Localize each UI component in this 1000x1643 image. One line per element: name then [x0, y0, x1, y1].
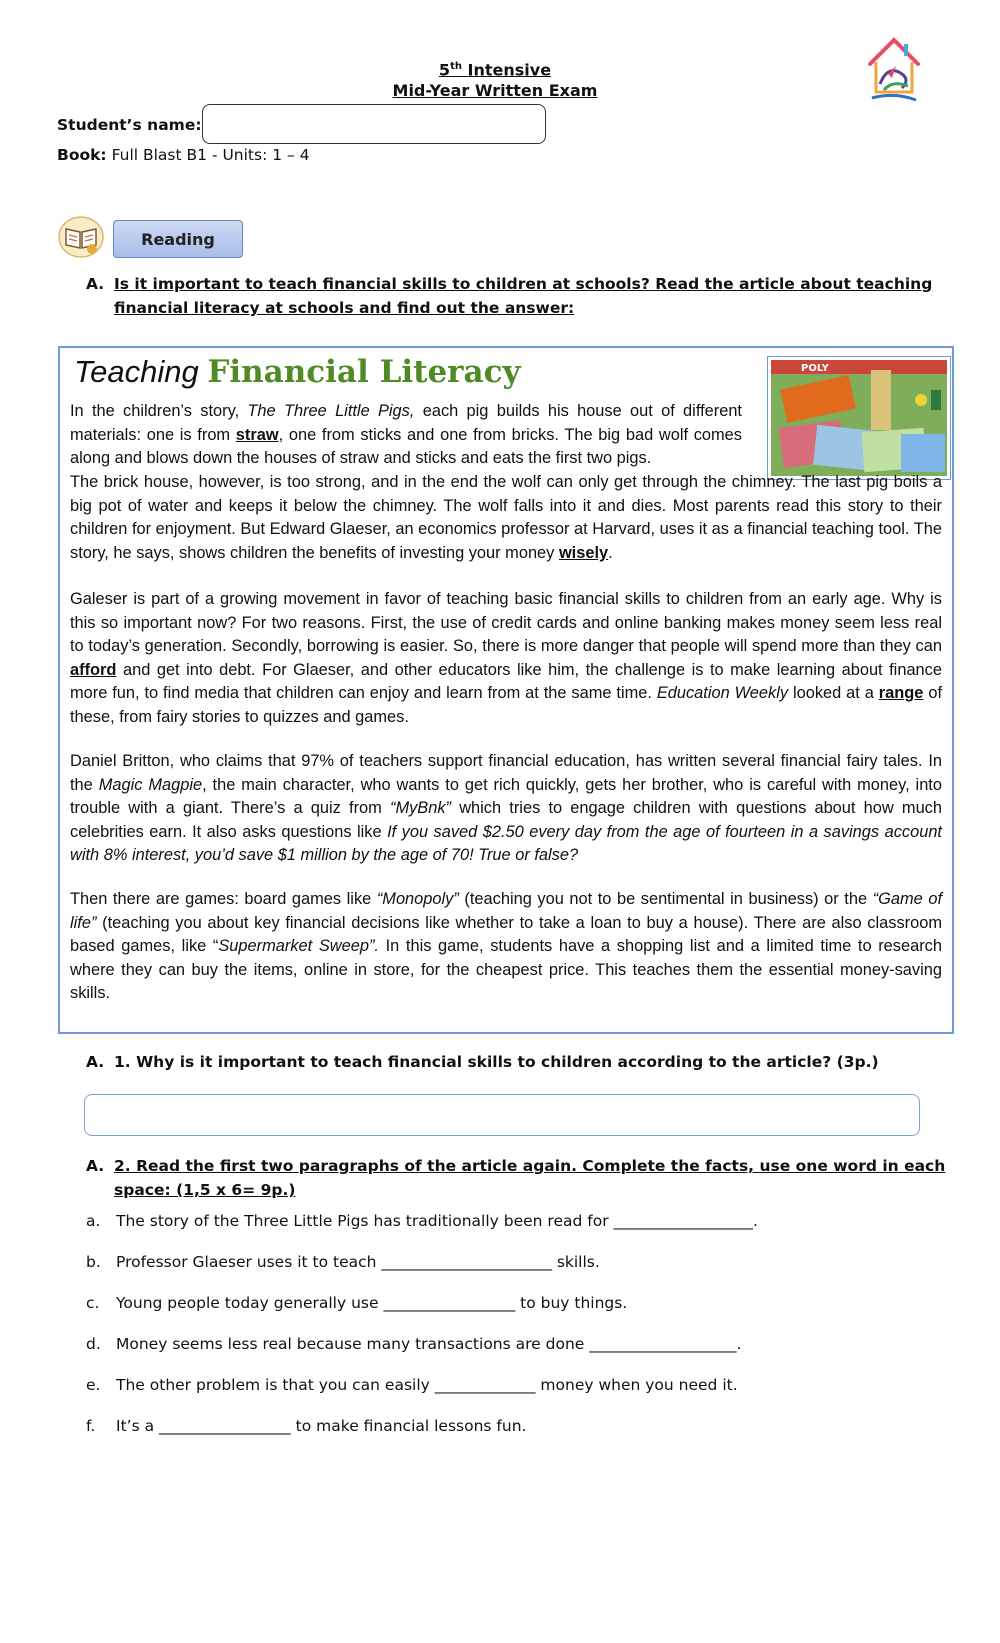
- monopoly-image: [767, 356, 951, 480]
- question-a2-text-1: 2. Read the first two paragraphs of the article again. Complete the facts, use one word in each: [114, 1157, 946, 1175]
- fill-in-item-e[interactable]: e. The other problem is that you can easily _____________ money when you need it.: [86, 1376, 738, 1394]
- student-name-label: Student’s name:: [57, 116, 202, 134]
- fill-in-item-b[interactable]: b. Professor Glaeser uses it to teach ______________________ skills.: [86, 1253, 600, 1271]
- question-a1: [86, 1050, 966, 1076]
- fill-in-item-f[interactable]: f. It’s a _________________ to make financial lessons fun.: [86, 1417, 527, 1435]
- question-a-text-2: financial literacy at schools and find out the answer:: [114, 299, 575, 317]
- school-logo-icon: [862, 34, 926, 106]
- question-a: [86, 272, 966, 322]
- fill-in-item-a[interactable]: a. The story of the Three Little Pigs has traditionally been read for __________________.: [86, 1212, 758, 1230]
- reading-section-button[interactable]: Reading: [113, 220, 243, 258]
- question-a1-letter: A.: [86, 1053, 105, 1071]
- exam-title: Mid-Year Written Exam: [392, 81, 598, 101]
- exam-header: [0, 56, 990, 101]
- article-paragraph-1-start: In the children’s story, The Three Little Pigs, each pig builds his house out of different materials: one is from straw, one from sticks and one from bricks. The big bad wolf comes along and blows down the houses of straw and sticks and eats the first two pigs.: [70, 402, 742, 468]
- question-a2-letter: A.: [86, 1157, 105, 1175]
- answer-a1-field[interactable]: [84, 1094, 920, 1136]
- student-name-field[interactable]: [202, 104, 546, 144]
- question-a1-text: 1. Why is it important to teach financial skills to children according to the article? (3p.): [114, 1053, 879, 1071]
- article-paragraph-1-end: The brick house, however, is too strong, and in the end the wolf can only get through the chimney. The last pig boils a big pot of water and keeps it below the chimney. The wolf falls into it and dies. Most parents read this story to their children for enjoyment. But Edward Glaeser, an economics professor at Harvard, uses it as a financial teaching tool. The story, he says, shows children the benefits of investing your money wisely.: [70, 473, 942, 562]
- grade-line: 5th Intensive: [438, 60, 552, 80]
- question-a2-text-2: space: (1,5 x 6= 9p.): [114, 1181, 296, 1199]
- book-reading-icon: [58, 216, 104, 258]
- fill-in-item-c[interactable]: c. Young people today generally use _________________ to buy things.: [86, 1294, 628, 1312]
- svg-text:POLY: POLY: [801, 363, 829, 374]
- question-a-letter: A.: [86, 275, 105, 293]
- question-a-text-1: Is it important to teach financial skills to children at schools? Read the article about teaching: [114, 275, 933, 293]
- article-paragraph-2: Galeser is part of a growing movement in favor of teaching basic financial skills to children from an early age. Why is this so important now? For two reasons. First, the use of credit cards and online banking makes money seem less real to today’s generation. Secondly, borrowing is easier. So, there is more danger that people will spend more than they can afford and get into debt. For Glaeser, and other educators like him, the challenge is to make learning about finance more fun, to find media that children can enjoy and learn from at the same time. Education Weekly looked at a range of these, from fairy stories to quizzes and games.: [70, 590, 942, 726]
- book-value: Full Blast B1 - Units: 1 – 4: [111, 146, 310, 164]
- article-paragraph-4: Then there are games: board games like “Monopoly” (teaching you not to be sentimental in business) or the “Game of life” (teaching you about key financial decisions like whether to take a loan to buy a house). There are also classroom based games, like “Supermarket Sweep”. In this game, students have a shopping list and a limited time to research where they can buy the items, online in store, for the cheapest price. This teaches them the essential money-saving skills.: [70, 890, 942, 1003]
- article-paragraph-3: Daniel Britton, who claims that 97% of teachers support financial education, has written several financial fairy tales. In the Magic Magpie, the main character, who wants to get rich quickly, gets her brother, who is careful with money, into trouble with a giant. There’s a quiz from “MyBnk” which tries to engage children with questions about how much celebrities earn. It also asks questions like If you saved $2.50 every day from the age of fourteen in a savings account with 8% interest, you’d save $1 million by the age of 70! True or false?: [70, 752, 942, 865]
- book-info: [57, 146, 310, 164]
- article-box: [58, 346, 954, 1034]
- book-label: Book:: [57, 146, 107, 164]
- question-a2: [86, 1154, 966, 1204]
- article-title: Teaching Financial Literacy: [74, 354, 521, 390]
- fill-in-item-d[interactable]: d. Money seems less real because many transactions are done ___________________.: [86, 1335, 742, 1353]
